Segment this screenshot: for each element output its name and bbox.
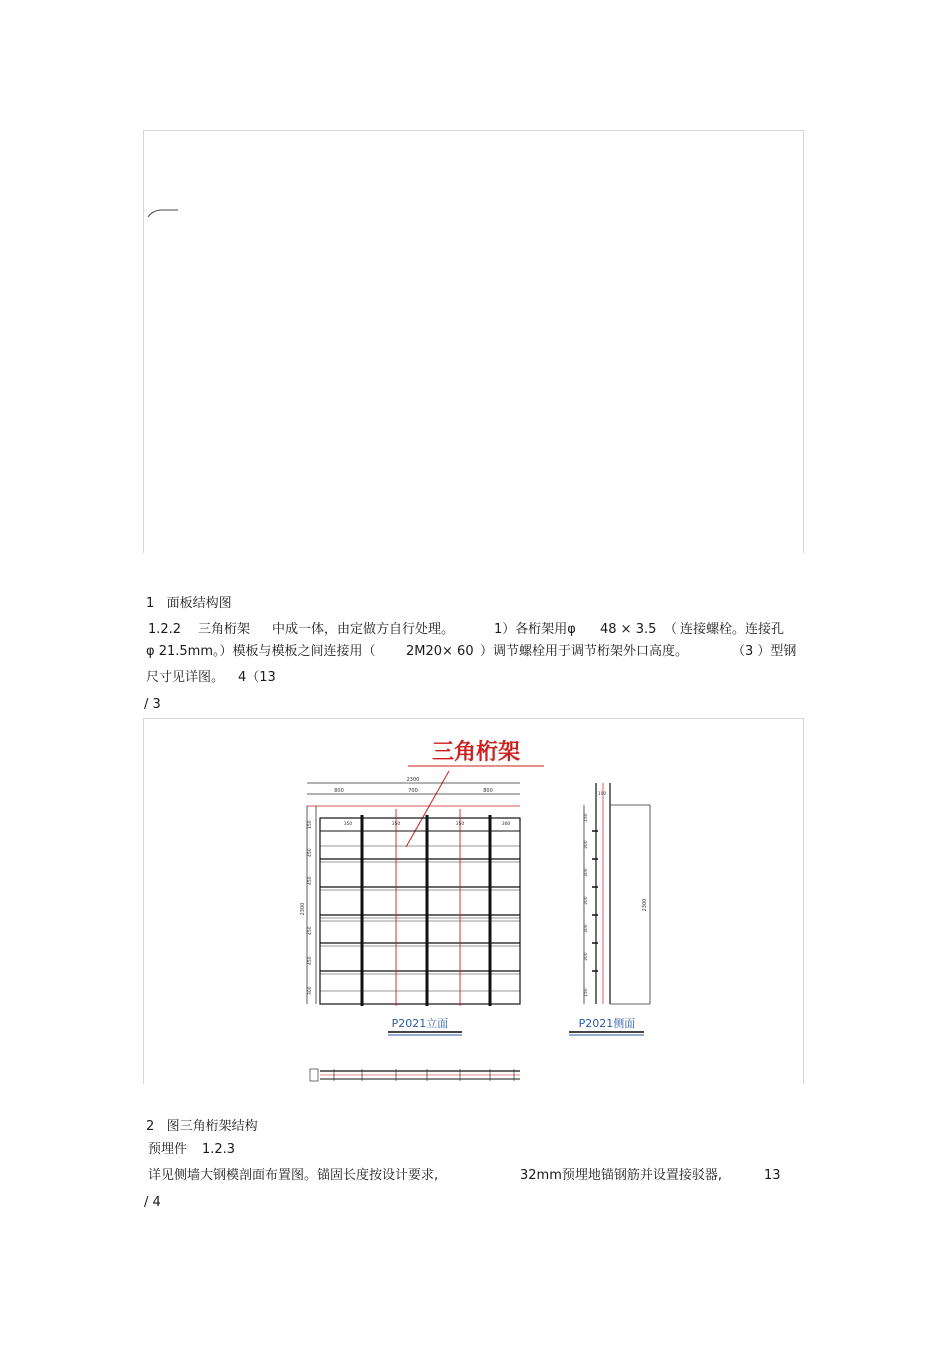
page-marker-4 [144, 1195, 804, 1227]
dim-text: 700 [408, 788, 418, 794]
dim-text: 300 [584, 952, 589, 961]
side-label: P2021侧面 [578, 1017, 636, 1030]
dim-text: 300 [584, 924, 589, 933]
dim-text: 150 [584, 813, 589, 822]
truss-title: 三角桁架 [431, 740, 521, 765]
dim-text: 350 [343, 822, 353, 827]
text-run: 详见侧墙大钢模剖面布置图。锚固长度按设计要求, [148, 1168, 439, 1183]
figure-1-drawing [144, 131, 805, 554]
dim-text: 350 [391, 822, 401, 827]
dim-text: 300 [308, 986, 313, 995]
figure-1-frame [143, 130, 804, 553]
figure-1-caption-text: 1 面板结构图 [146, 596, 232, 611]
text-run: （ [664, 622, 678, 637]
side-ticks [592, 831, 598, 971]
text-run: 中成一体，由定做方自行处理。 [272, 622, 455, 637]
dim-text: 150 [308, 820, 313, 829]
dim-text: 300 [584, 896, 589, 905]
text-run: 4（13 [238, 670, 276, 685]
dim-text: 2300 [300, 902, 306, 916]
text-run: 预埋件 [148, 1142, 188, 1157]
section-number: 1.2.2 [148, 622, 182, 637]
section-number: 1.2.3 [202, 1142, 236, 1157]
truss-side-view [583, 783, 650, 1004]
dim-text: 2300 [406, 777, 420, 783]
truss-elevation [320, 809, 520, 1006]
text-run: 13 [764, 1168, 781, 1183]
dim-text: 800 [483, 788, 493, 794]
elevation-label: P2021立面 [391, 1017, 449, 1030]
text-run: （3 ）型钢 [732, 644, 797, 659]
dim-text: 300 [501, 822, 511, 827]
truss-plan-strip [310, 1069, 520, 1081]
text-run: 32mm预埋地锚钢筋并设置接驳器, [520, 1168, 723, 1183]
dim-text: 450 [308, 926, 313, 935]
text-run: φ 21.5mm。）模板与模板之间连接用（ [146, 644, 376, 659]
text-run: 三角桁架 [198, 622, 251, 637]
page-marker-text: / 4 [144, 1195, 161, 1210]
dim-text: 450 [308, 956, 313, 965]
text-run: 尺寸见详图。 [146, 670, 225, 685]
figure-2-drawing [144, 719, 805, 1085]
page-marker-text: / 3 [144, 697, 161, 712]
dim-text: 350 [455, 822, 465, 827]
figure-2-frame [143, 718, 804, 1084]
text-run: 连接螺栓。连接孔 [680, 622, 785, 637]
figure-2-caption-text: 2 图三角桁架结构 [146, 1119, 258, 1134]
dim-text: 450 [308, 876, 313, 885]
plan-end-cap [310, 1069, 318, 1081]
dim-text: 300 [584, 840, 589, 849]
dim-text: 2300 [642, 898, 648, 912]
dim-text: 300 [584, 868, 589, 877]
dim-text: 150 [584, 988, 589, 997]
text-run: 1）各桁架用φ [494, 622, 576, 637]
text-run: ）调节螺栓用于调节桁架外口高度。 [480, 644, 689, 659]
figure-1-stroke [148, 210, 178, 217]
dim-text: 100 [597, 792, 607, 797]
dim-text: 450 [308, 848, 313, 857]
text-run: 48 × 3.5 [600, 622, 657, 637]
text-run: 2M20× 60 [406, 644, 474, 659]
dim-text: 800 [334, 788, 344, 794]
